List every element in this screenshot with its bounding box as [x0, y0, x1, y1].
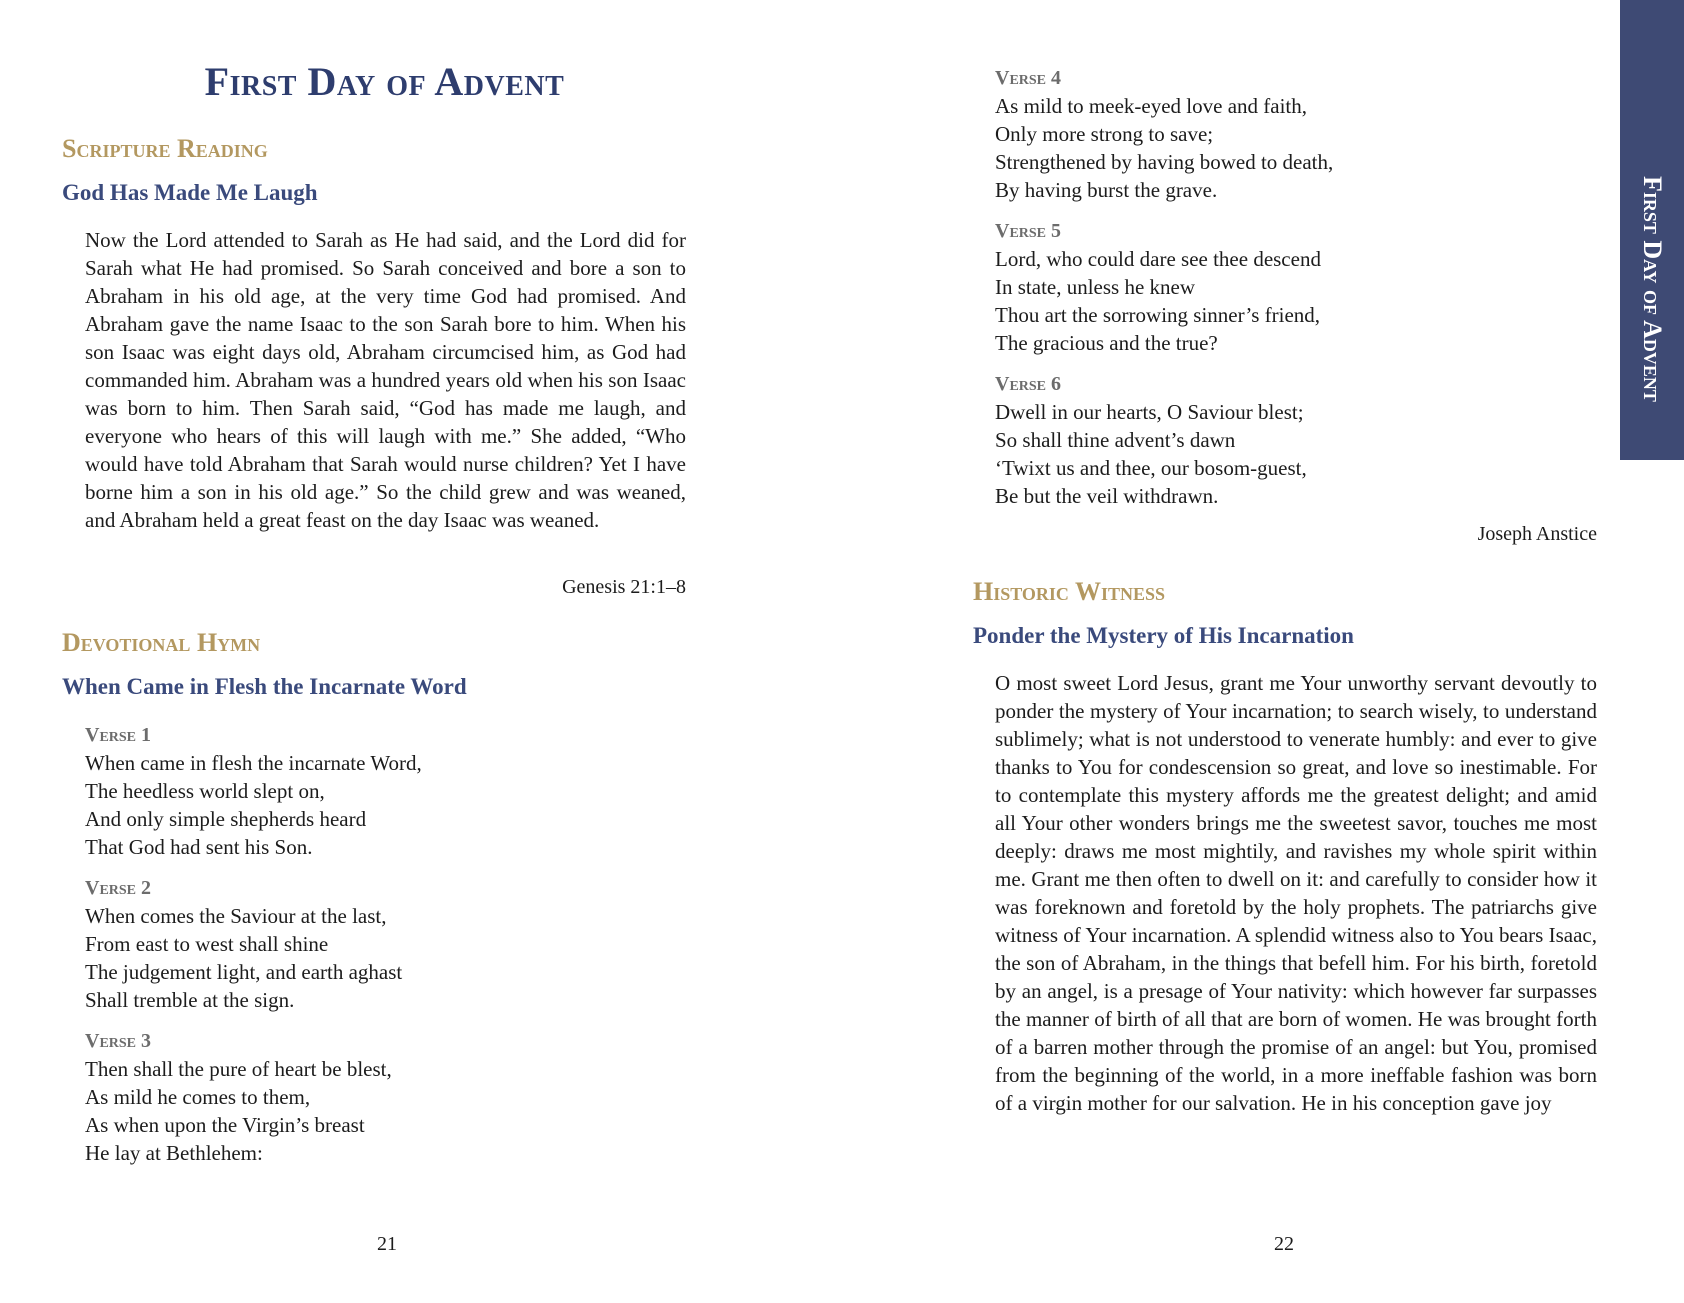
verse-line: And only simple shepherds heard — [85, 807, 367, 831]
side-tab-label: First Day of Advent — [1638, 176, 1667, 402]
verse-line: The heedless world slept on, — [85, 779, 325, 803]
verse-line: Be but the veil withdrawn. — [995, 484, 1219, 508]
verse-label: Verse 2 — [85, 877, 152, 899]
verse-line: Strengthened by having bowed to death, — [995, 150, 1334, 174]
verse-line: In state, unless he knew — [995, 275, 1196, 299]
verse-line: Lord, who could dare see thee descend — [995, 247, 1321, 271]
verse-line: As mild he comes to them, — [85, 1085, 311, 1109]
verse-line: When came in flesh the incarnate Word, — [85, 751, 422, 775]
hymn-author: Joseph Anstice — [1477, 523, 1597, 545]
scripture-text: Now the Lord attended to Sarah as He had said, and the Lord did for Sarah what He had promised. So Sarah conceived and bore a son to Abraham in his old age, at the very time God had promised. And Abraham gave the name Isaac to the son Sarah bore to him. When his son Isaac was eight days old, Abraham circumcised him, as God had commanded him. Abraham was a hundred years old when his son Isaac was born to him. Then Sarah said, “God has made me laugh, and everyone who hears of this will laugh with me.” She added, “Who would have told Abraham that Sarah would nurse children? Yet I have borne him a son in his old age.” So the child grew and was weaned, and Abraham held a great feast on the day Isaac was weaned. — [85, 228, 686, 532]
verse-line: When comes the Saviour at the last, — [85, 904, 387, 928]
verse-line: From east to west shall shine — [85, 932, 329, 956]
hymn-verse-5 — [995, 218, 1321, 357]
hymn-heading: Devotional Hymn — [62, 628, 261, 657]
verse-line: He lay at Bethlehem: — [85, 1141, 263, 1165]
verse-line: ‘Twixt us and thee, our bosom-guest, — [995, 456, 1307, 480]
verse-label: Verse 1 — [85, 724, 152, 746]
chapter-title: First Day of Advent — [204, 59, 565, 104]
verse-line: As when upon the Virgin’s breast — [85, 1113, 365, 1137]
witness-subheading: Ponder the Mystery of His Incarnation — [973, 623, 1354, 648]
page-number-right: 22 — [1274, 1233, 1294, 1255]
verse-line: As mild to meek-eyed love and faith, — [995, 94, 1307, 118]
verse-line: Only more strong to save; — [995, 122, 1214, 146]
verse-line: The judgement light, and earth aghast — [85, 960, 403, 984]
page-number-left: 21 — [377, 1233, 397, 1255]
hymn-verse-4 — [995, 65, 1333, 204]
verse-line: The gracious and the true? — [995, 331, 1218, 355]
hymn-verse-6 — [995, 371, 1307, 510]
verse-line: Dwell in our hearts, O Saviour blest; — [995, 400, 1304, 424]
witness-text: O most sweet Lord Jesus, grant me Your unworthy servant devoutly to ponder the mystery of Your incarnation; to search wisely, to understand sublimely; what is not understood to venerate humbly: and ever to give thanks to You for condescension so great, and love so inestimable. For to contemplate this mystery affords me the greatest delight; and amid all Your other wonders brings me the sweetest savor, touches me most deeply: draws me most mightily, and ravishes my whole spirit within me. Grant me then often to dwell on it: and carefully to consider how it was foreknown and foretold by the holy prophets. The patriarchs give witness of Your incarnation. A splendid witness also to You bears Isaac, the son of Abraham, in the things that befell him. For his birth, foretold by an angel, is a presage of Your nativity: which however far surpasses the manner of birth of all that are born of women. He was brought forth of a barren mother through the promise of an angel: but You, promised from the beginning of the world, in a more ineffable fashion was born of a virgin mother for our salvation. He in his conception gave joy — [995, 671, 1597, 1115]
hymn-verse-2 — [85, 875, 402, 1014]
verse-line: Thou art the sorrowing sinner’s friend, — [995, 303, 1321, 327]
scripture-heading: Scripture Reading — [62, 134, 268, 163]
verse-line: Then shall the pure of heart be blest, — [85, 1057, 392, 1081]
hymn-verse-1 — [85, 722, 422, 861]
scripture-reference: Genesis 21:1–8 — [562, 576, 686, 598]
hymn-verse-3 — [85, 1028, 392, 1167]
verse-label: Verse 4 — [995, 67, 1062, 89]
hymn-subheading: When Came in Flesh the Incarnate Word — [62, 674, 467, 699]
verse-line: That God had sent his Son. — [85, 835, 313, 859]
verse-line: Shall tremble at the sign. — [85, 988, 295, 1012]
right-page — [842, 0, 1684, 1303]
witness-heading: Historic Witness — [973, 577, 1165, 606]
scripture-subheading: God Has Made Me Laugh — [62, 180, 318, 205]
verse-label: Verse 5 — [995, 220, 1062, 242]
verse-label: Verse 6 — [995, 373, 1062, 395]
verse-label: Verse 3 — [85, 1030, 152, 1052]
chapter-side-tab — [1620, 0, 1684, 460]
verse-line: So shall thine advent’s dawn — [995, 428, 1236, 452]
verse-line: By having burst the grave. — [995, 178, 1218, 202]
